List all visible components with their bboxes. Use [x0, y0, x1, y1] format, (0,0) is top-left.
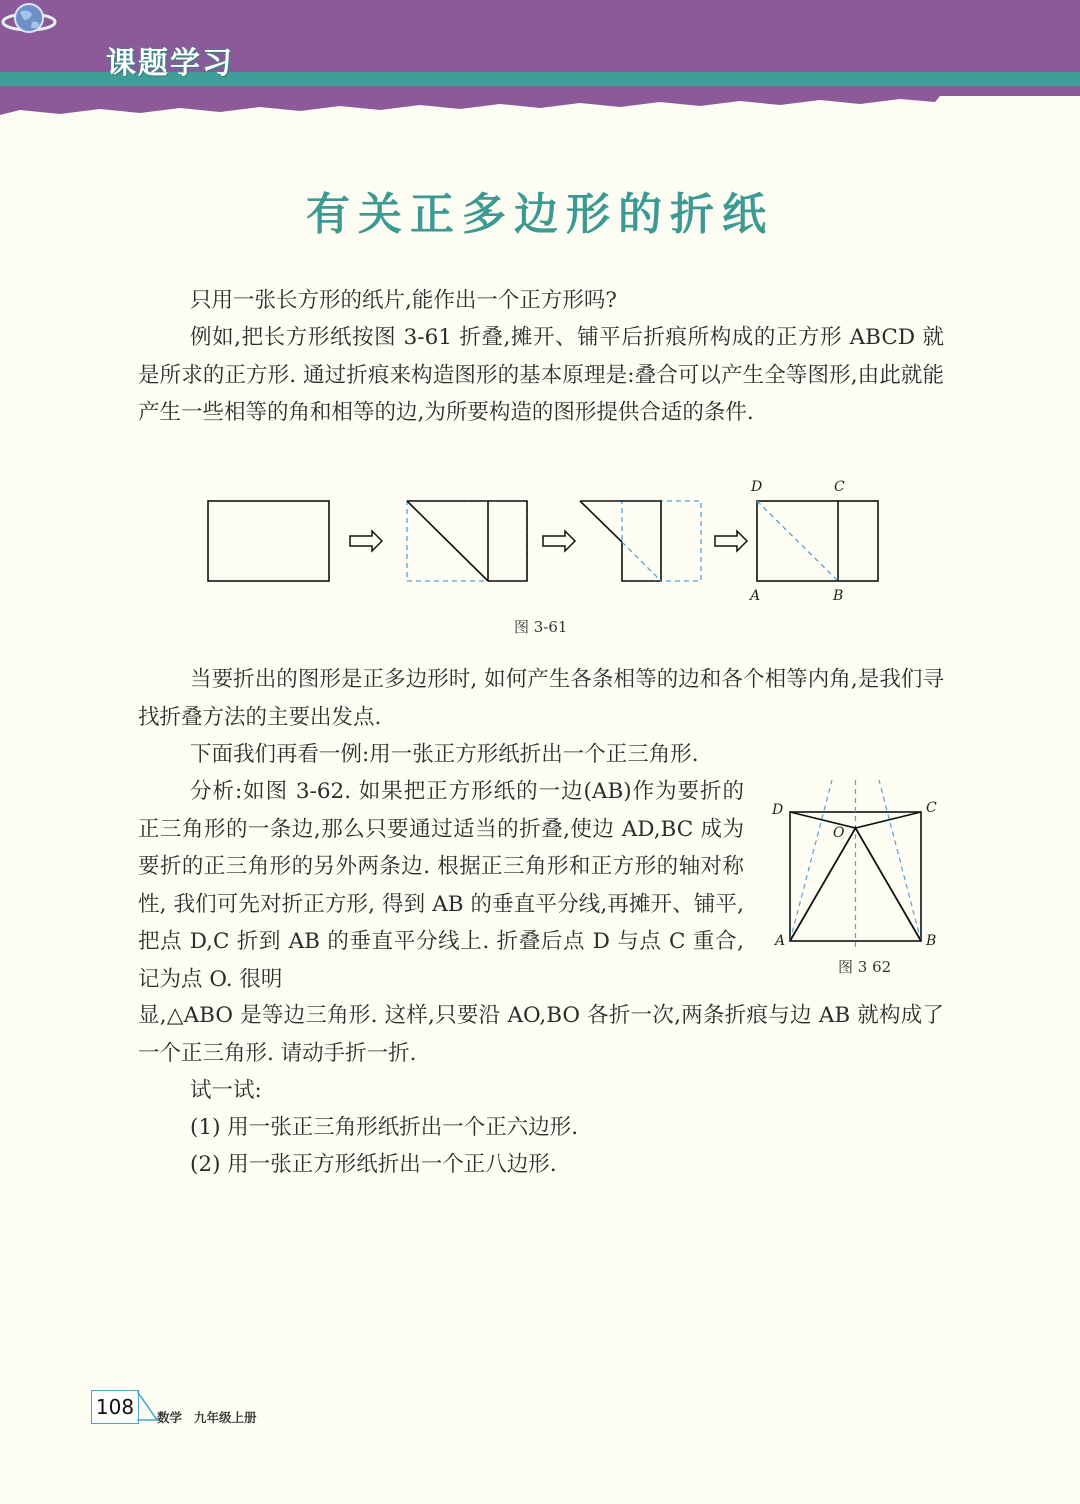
try-label: 试一试:: [190, 1078, 262, 1103]
fold-step-2: [407, 501, 527, 581]
fig1-label-c: C: [834, 479, 845, 495]
square-abcd: [790, 812, 921, 941]
fig2-label-a: A: [775, 933, 786, 949]
fig1-label-a: A: [750, 588, 761, 604]
book-subject: 数学: [157, 1410, 183, 1425]
exercise-2: (2) 用一张正方形纸折出一个正八边形.: [190, 1152, 557, 1177]
fold-step-1: [208, 501, 329, 581]
paragraph-polygon-intro: 当要折出的图形是正多边形时, 如何产生各条相等的边和各个相等内角,是我们寻找折叠方法的主要出发点.: [138, 667, 944, 730]
section-label: 课题学习: [106, 46, 234, 81]
crease-ao: [790, 780, 832, 941]
paragraph-analysis-continued: 显,△ABO 是等边三角形. 这样,只要沿 AO,BO 各折一次,两条折痕与边 AB 就构成了一个正三角形. 请动手折一折.: [138, 1003, 944, 1066]
fig1-label-d: D: [751, 479, 763, 495]
book-info: [157, 1408, 269, 1426]
page-number: 108: [91, 1390, 139, 1424]
fig2-label-b: B: [926, 933, 937, 949]
page-tab-icon: [137, 1390, 159, 1424]
fig1-label-b: B: [833, 588, 844, 604]
paragraph-example: 例如,把长方形纸按图 3-61 折叠,摊开、铺平后折痕所构成的正方形 ABCD 就是所求的正方形. 通过折痕来构造图形的基本原理是:叠合可以产生全等图形,由此就能产生一些相等的角和相等的边,为所要构造的图形提供合适的条件.: [138, 325, 944, 425]
figure-3-62: [780, 780, 940, 950]
page-title: 有关正多边形的折纸: [306, 189, 774, 240]
fig2-label-c: C: [926, 800, 937, 816]
fold-step-4: [757, 501, 878, 581]
fold-step-3: [580, 501, 701, 581]
book-grade: 九年级上册: [194, 1410, 257, 1425]
exercise-1: (1) 用一张正三角形纸折出一个正六边形.: [190, 1115, 579, 1140]
figure-3-62-caption: 图 3 62: [838, 958, 892, 976]
fig2-label-d: D: [772, 802, 784, 818]
header-band: [0, 0, 1080, 120]
crease-bo: [879, 780, 921, 941]
paragraph-next-example: 下面我们再看一例:用一张正方形纸折出一个正三角形.: [190, 742, 699, 767]
arrow-icon: [543, 531, 575, 551]
arrow-icon: [350, 531, 382, 551]
figure-3-61: [200, 490, 900, 600]
globe-icon: [0, 0, 58, 40]
paragraph-analysis: 分析:如图 3-62. 如果把正方形纸的一边(AB)作为要折的正三角形的一条边,那么只要通过适当的折叠,使边 AD,BC 成为要折的正三角形的另外两条边. 根据正三角形和正方形的轴对称性, 我们可先对折正方形, 得到 AB 的垂直平分线,再摊开、铺平,把点 D,C 折到 AB 的垂直平分线上. 折叠后点 D 与点 C 重合, 记为点 O. 很明: [138, 779, 744, 992]
fig2-label-o: O: [833, 825, 845, 841]
figure-3-61-caption: 图 3-61: [514, 618, 568, 636]
paragraph-question: 只用一张长方形的纸片,能作出一个正方形吗?: [190, 288, 617, 313]
arrow-icon: [715, 531, 747, 551]
